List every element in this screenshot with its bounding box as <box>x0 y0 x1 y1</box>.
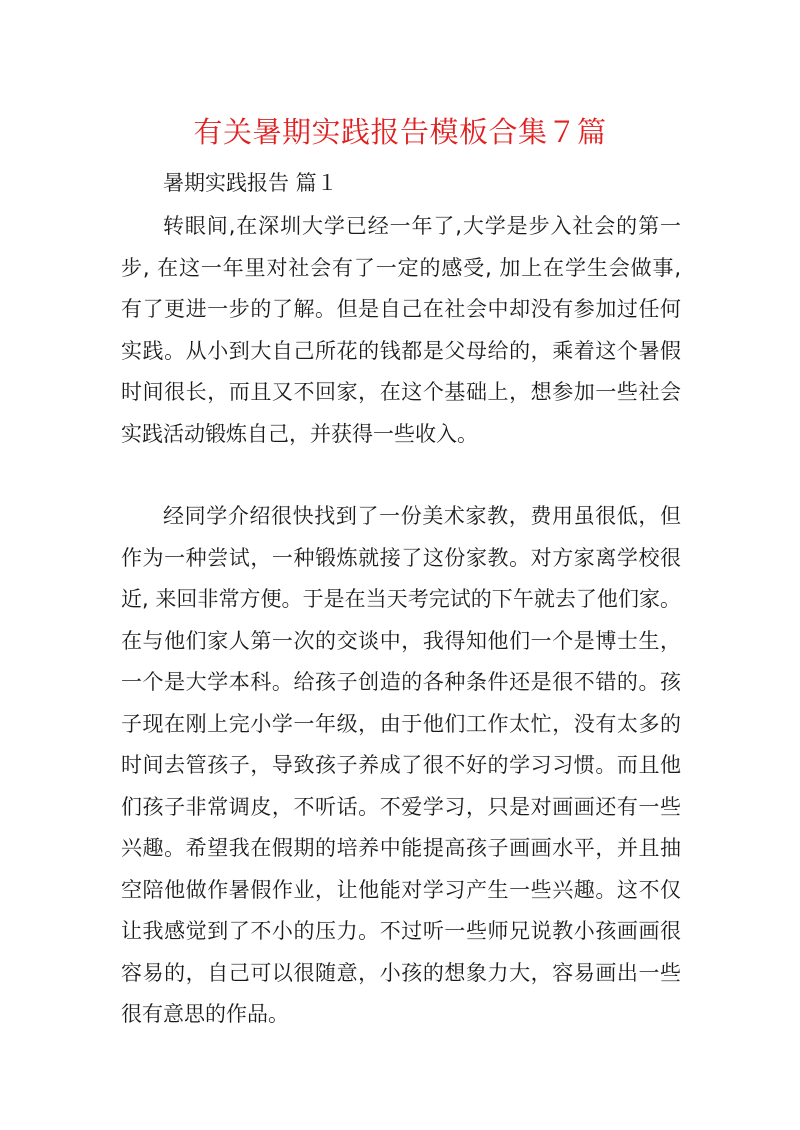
section-heading: 暑期实践报告 篇１ <box>163 171 338 195</box>
paragraph-line: 兴趣。希望我在假期的培养中能提高孩子画画水平，并且抽 <box>121 836 681 860</box>
document-title: 有关暑期实践报告模板合集７篇 <box>193 115 607 149</box>
paragraph-line: 步, 在这一年里对社会有了一定的感受, 加上在学生会做事, <box>121 255 681 280</box>
paragraph-line: 近, 来回非常方便。于是在当天考完试的下午就去了他们家。 <box>121 587 681 611</box>
paragraph-line: 作为一种尝试，一种锻炼就接了这份家教。对方家离学校很 <box>121 545 681 570</box>
paragraph-line: 转眼间,在深圳大学已经一年了,大学是步入社会的第一 <box>163 214 681 238</box>
paragraph-line: 实践活动锻炼自己，并获得一些收入。 <box>121 421 478 446</box>
paragraph-1 <box>121 206 681 455</box>
paragraph-line: 空陪他做作暑假作业，让他能对学习产生一些兴趣。这不仅 <box>121 877 681 902</box>
paragraph-line: 在与他们家人第一次的交谈中，我得知他们一个是博士生， <box>121 628 681 653</box>
paragraph-line: 实践。从小到大自己所花的钱都是父母给的，乘着这个暑假 <box>121 338 681 363</box>
paragraph-line: 有了更进一步的了解。但是自己在社会中却没有参加过任何 <box>121 297 681 321</box>
paragraph-line: 们孩子非常调皮，不听话。不爱学习，只是对画画还有一些 <box>121 794 681 819</box>
paragraph-line: 容易的，自己可以很随意，小孩的想象力大，容易画出一些 <box>121 960 681 985</box>
paragraph-line: 很有意思的作品。 <box>121 1002 289 1026</box>
paragraph-line: 经同学介绍很快找到了一份美术家教，费用虽很低，但 <box>163 504 681 528</box>
paragraph-line: 让我感觉到了不小的压力。不过听一些师兄说教小孩画画很 <box>121 919 681 943</box>
paragraph-2 <box>121 496 681 1036</box>
paragraph-line: 时间去管孩子，导致孩子养成了很不好的学习习惯。而且他 <box>121 753 681 777</box>
paragraph-line: 子现在刚上完小学一年级，由于他们工作太忙，没有太多的 <box>121 711 681 736</box>
paragraph-line: 时间很长，而且又不回家，在这个基础上，想参加一些社会 <box>121 380 681 404</box>
paragraph-line: 一个是大学本科。给孩子创造的各种条件还是很不错的。孩 <box>121 670 681 694</box>
